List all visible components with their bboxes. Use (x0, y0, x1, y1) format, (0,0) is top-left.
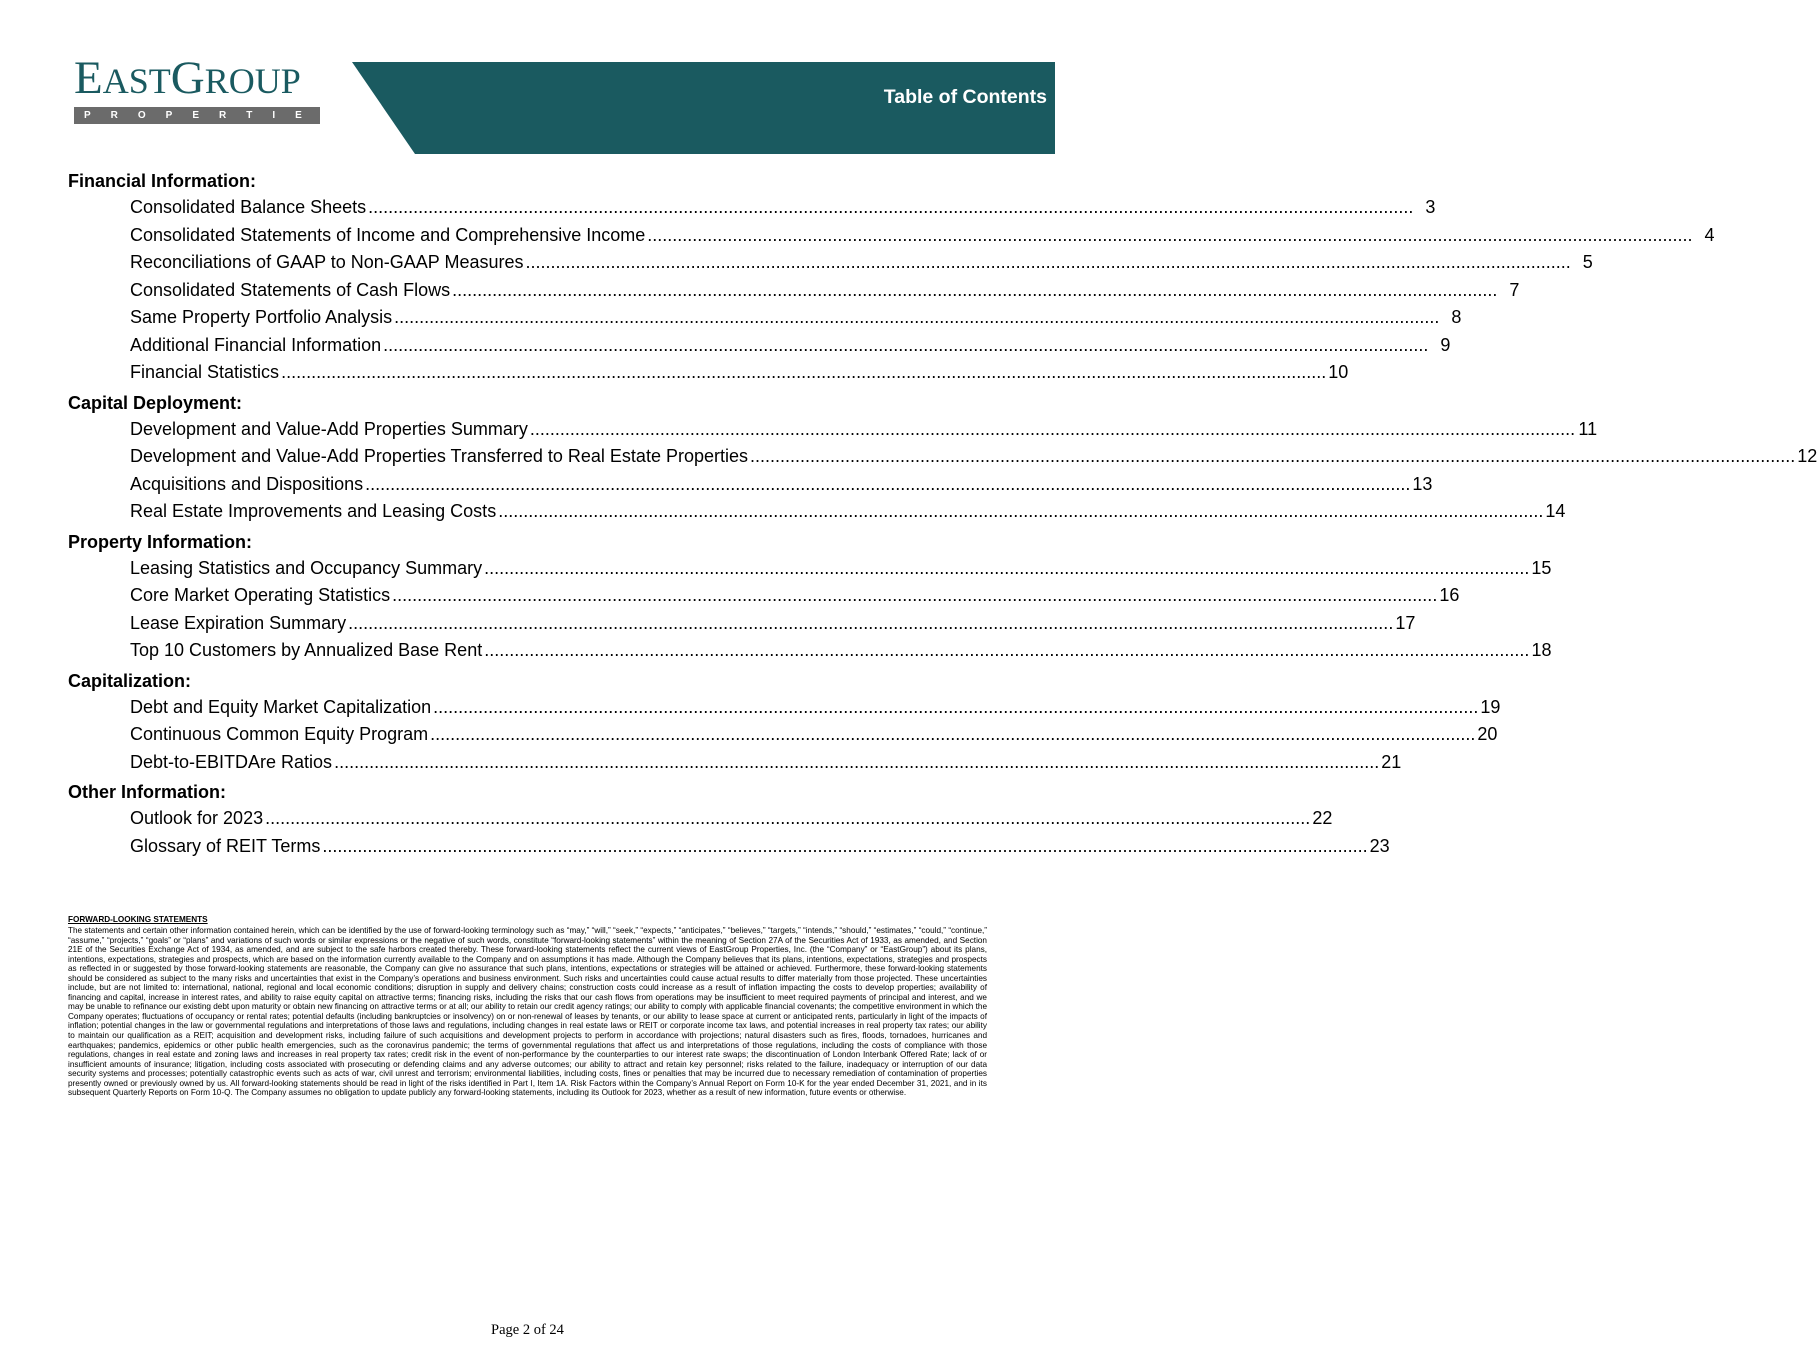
toc-entry-title: Leasing Statistics and Occupancy Summary (130, 557, 483, 578)
toc-entry-page: 14 (1545, 501, 1566, 521)
toc-dot-leader (750, 443, 1795, 471)
toc-entry[interactable] (130, 443, 1817, 471)
toc-entry-title: Outlook for 2023 (130, 808, 264, 828)
toc-entry-page: 22 (1312, 808, 1333, 828)
toc-entry[interactable] (130, 749, 1402, 777)
section-heading: Financial Information: (68, 171, 257, 191)
toc-entry-title: Glossary of REIT Terms (130, 835, 321, 856)
toc-entry[interactable] (130, 721, 1498, 749)
toc-dot-leader (265, 805, 1310, 833)
toc-entry-title: Consolidated Statements of Income and Comprehensive Income (130, 224, 646, 245)
toc-dot-leader (392, 582, 1437, 610)
toc-entry[interactable] (130, 332, 1451, 360)
toc-entry-title: Consolidated Statements of Cash Flows (130, 279, 451, 300)
toc-entry[interactable] (130, 694, 1501, 722)
toc-dot-leader (394, 304, 1439, 332)
toc-entry-page: 3 (1425, 197, 1436, 217)
toc-dot-leader (484, 555, 1529, 583)
toc-entry-page: 13 (1412, 473, 1433, 494)
section-heading: Capital Deployment: (68, 392, 243, 413)
toc-entry[interactable] (130, 249, 1593, 277)
toc-entry-title: Debt-to-EBITDAre Ratios (130, 751, 333, 772)
toc-dot-leader (433, 694, 1478, 722)
toc-entry-title: Continuous Common Equity Program (130, 724, 429, 744)
toc-entry-title: Consolidated Balance Sheets (130, 197, 367, 217)
toc-dot-leader (281, 359, 1326, 387)
toc-entry-title: Reconciliations of GAAP to Non-GAAP Measures (130, 252, 524, 272)
toc-dot-leader (348, 610, 1393, 638)
section-heading: Capitalization: (68, 670, 192, 691)
toc-entry[interactable] (130, 555, 1552, 583)
toc-dot-leader (530, 416, 1575, 444)
toc-entry-page: 23 (1369, 835, 1390, 856)
toc-entry[interactable] (130, 805, 1333, 833)
toc-entry-title: Debt and Equity Market Capitalization (130, 696, 432, 717)
toc-entry-page: 18 (1531, 640, 1552, 660)
toc-entry-page: 16 (1439, 585, 1460, 605)
toc-entry[interactable] (130, 304, 1462, 332)
logo-subtitle: PROPERTIES (74, 107, 320, 124)
toc-entry[interactable] (130, 498, 1566, 526)
toc-entry-title: Financial Statistics (130, 362, 280, 382)
toc-entry[interactable] (130, 637, 1552, 665)
toc-entry-page: 21 (1381, 751, 1402, 772)
toc-entry-title: Same Property Portfolio Analysis (130, 307, 393, 327)
toc-entry[interactable] (130, 194, 1436, 222)
toc-dot-leader (647, 222, 1692, 250)
toc-dot-leader (365, 471, 1410, 499)
logo-wordmark: EASTGROUP (74, 52, 301, 104)
toc-dot-leader (498, 498, 1543, 526)
toc-entry-page: 17 (1395, 612, 1416, 633)
toc-dot-leader (334, 749, 1379, 777)
toc-entry-page: 15 (1531, 557, 1552, 578)
toc-entry[interactable] (130, 582, 1460, 610)
toc-entry-page: 9 (1440, 334, 1451, 355)
toc-entry-title: Development and Value-Add Properties Transferred to Real Estate Properties (130, 446, 748, 466)
toc-entry-page: 20 (1477, 724, 1498, 744)
toc-entry-page: 10 (1328, 362, 1349, 382)
toc-entry-title: Acquisitions and Dispositions (130, 473, 364, 494)
toc-entry-title: Core Market Operating Statistics (130, 585, 391, 605)
toc-dot-leader (383, 332, 1428, 360)
toc-entry-title: Real Estate Improvements and Leasing Costs (130, 501, 497, 521)
toc-entry-page: 7 (1509, 279, 1520, 300)
toc-entry-page: 11 (1578, 418, 1598, 439)
toc-dot-leader (430, 721, 1475, 749)
toc-entry[interactable] (130, 222, 1715, 250)
toc-entry-title: Lease Expiration Summary (130, 612, 347, 633)
toc-entry-title: Additional Financial Information (130, 334, 382, 355)
toc-entry[interactable] (130, 833, 1390, 861)
fls-body: The statements and certain other information contained herein, which can be identified by the use of forward-looking terminology such as “may,” “will,” “seek,” “expects,” “anticipates,” “believes,” “targets,” “intends,” “should,” “estimates,” “could,” “continue,” “assume,” “projects,” “goals” or “plans” and variations of such words or similar expressions or the negative of such words, constitute “forward-looking statements” within the meaning of Section 27A of the Securities Act of 1933, as amended, and Section 21E of the Securities Exchange Act of 1934, as amended, and are subject to the safe harbors created thereby. These forward-looking statements reflect the current views of EastGroup Properties, Inc. (the “Company” or “EastGroup”) about its plans, intentions, expectations, strategies and prospects, which are based on the information currently available to the Company and on assumptions it has made. Although the Company believes that its plans, intentions, expectations, strategies and prospects as reflected in or suggested by those forward-looking statements are reasonable, the Company can give no assurance that such plans, intentions, expectations or strategies will be attained or achieved. Furthermore, these forward-looking statements should be considered as subject to the many risks and uncertainties that exist in the Company’s operations and business environment. Such risks and uncertainties could cause actual results to differ materially from those projected. These uncertainties include, but are not limited to: international, national, regional and local economic conditions; disruption in supply and delivery chains; construction costs could increase as a result of inflation impacting the costs to develop properties; availability of financing and capital, increase in interest rates, and ability to raise equity capital on attractive terms; financing risks, including the risks that our cash flows from operations may be insufficient to meet required payments of principal and interest, and we may be unable to refinance our existing debt upon maturity or obtain new financing on attractive terms or at all; our ability to retain our credit agency ratings; our ability to comply with applicable financial covenants; the competitive environment in which the Company operates; fluctuations of occupancy or rental rates; potential defaults (including bankruptcies or insolvency) on or non-renewal of leases by tenants, or our ability to lease space at current or anticipated rents, particularly in light of the impacts of inflation; potential changes in the law or governmental regulations and interpretations of those laws and regulations, including changes in real estate laws or REIT or corporate income tax laws, and potential increases in real property tax rates; our ability to maintain our qualification as a REIT; acquisition and development risks, including failure of such acquisitions and development projects to perform in accordance with projections; natural disasters such as fires, floods, tornadoes, hurricanes and earthquakes; pandemics, epidemics or other public health emergencies, such as the coronavirus pandemic; the terms of governmental regulations that affect us and interpretations of those regulations, including the costs of compliance with those regulations, changes in real estate and zoning laws and increases in real property tax rates; credit risk in the event of non-performance by the counterparties to our interest rate swaps; the discontinuation of London Interbank Offered Rate; lack of or insufficient amounts of insurance; litigation, including costs associated with prosecuting or defending claims and any adverse outcomes; our ability to attract and retain key personnel; risks related to the failure, inadequacy or interruption of our data security systems and processes; potentially catastrophic events such as acts of war, civil unrest and terrorism; environmental liabilities, including costs, fines or penalties that may be incurred due to necessary remediation of contamination of properties presently owned or previously owned by us. All forward-looking statements should be read in light of the risks identified in Part I, Item 1A. Risk Factors within the Company’s Annual Report on Form 10-K for the year ended December 31, 2021, and in its subsequent Quarterly Reports on Form 10-Q. The Company assumes no obligation to update publicly any forward-looking statements, including its Outlook for 2023, whether as a result of new information, future events or otherwise. (68, 926, 987, 1098)
toc-entry-title: Top 10 Customers by Annualized Base Rent (130, 640, 483, 660)
page-number: Page 2 of 24 (491, 1322, 564, 1338)
toc-dot-leader (368, 194, 1413, 222)
toc-entry-page: 4 (1704, 224, 1715, 245)
table-of-contents (68, 168, 1817, 860)
toc-entry-page: 12 (1797, 446, 1817, 466)
toc-dot-leader (322, 833, 1367, 861)
toc-entry[interactable] (130, 471, 1433, 499)
toc-entry-page: 5 (1582, 252, 1593, 272)
toc-entry-page: 8 (1451, 307, 1462, 327)
toc-dot-leader (526, 249, 1571, 277)
section-heading: Other Information: (68, 782, 226, 802)
page-title: Table of Contents (883, 86, 1047, 108)
toc-entry-title: Development and Value-Add Properties Summary (130, 418, 528, 439)
toc-entry-page: 19 (1480, 696, 1501, 717)
fls-heading: FORWARD-LOOKING STATEMENTS (68, 915, 208, 924)
toc-dot-leader (452, 277, 1497, 305)
toc-entry[interactable] (130, 277, 1520, 305)
toc-entry[interactable] (130, 359, 1349, 387)
toc-dot-leader (484, 637, 1529, 665)
forward-looking-statements (68, 915, 987, 1098)
toc-entry[interactable] (130, 610, 1416, 638)
company-logo (74, 52, 349, 124)
section-heading: Property Information: (68, 531, 253, 552)
toc-entry[interactable] (130, 416, 1598, 444)
